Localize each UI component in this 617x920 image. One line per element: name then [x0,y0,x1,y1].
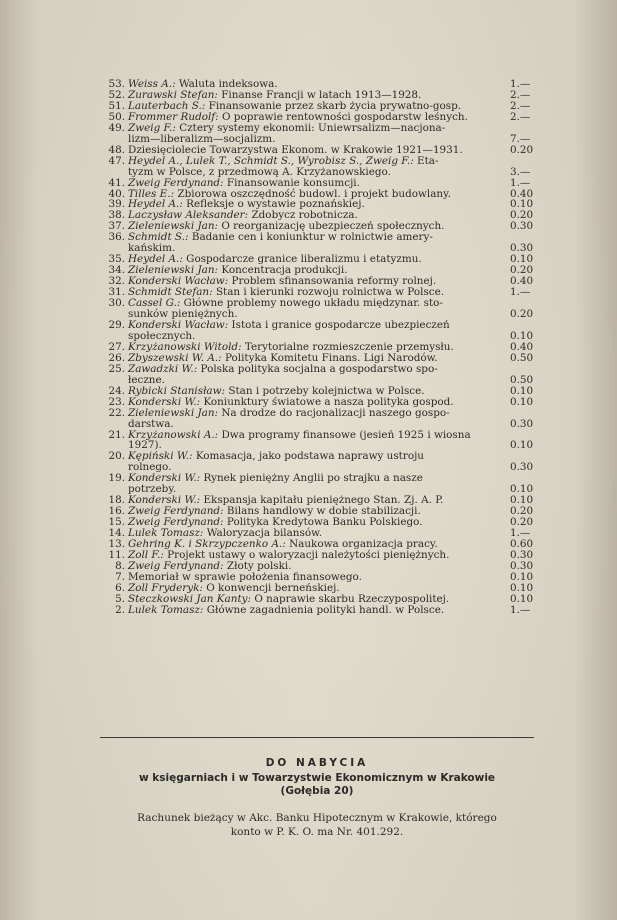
entry-title: Główne problemy nowego układu międzynar. sto- [183,297,443,310]
entry-line [108,364,510,375]
entry-price: 0.30 [510,242,534,255]
entry-title: Komasacja, jako podstawa naprawy ustroju [195,450,424,463]
entry-title-continued: kańskim. [128,242,176,255]
entry-title: Polska polityka socjalna a gospodarstwo spo- [200,362,438,375]
purchase-info [100,757,534,839]
entry-number: 29. [108,318,125,331]
entry-number: 52. [108,88,125,101]
entry-number: 38. [108,209,125,222]
entry-author: Zbyszewski W. A.: [128,351,222,364]
entry-author: Steczkowski Jan Kanty: [128,592,251,605]
entry-author: Zoll Fryderyk: [128,581,203,594]
publication-list [108,79,536,616]
entry-number: 32. [108,275,125,288]
entry-author: Heydel A.: [128,253,183,266]
entry-text [108,123,510,145]
entry-price: 0.30 [510,417,534,430]
entry-text [108,298,510,320]
entry-text [108,320,510,342]
entry-price: 0.10 [510,592,534,605]
footer-account-line: konto w P. K. O. ma Nr. 401.292. [230,826,404,838]
entry-text [108,605,510,616]
entry-number: 13. [108,538,125,551]
entry-author: Frommer Rudolf: [128,110,219,123]
entry-title: Złoty polski. [226,559,292,572]
entry-author: Weiss A.: [128,78,176,90]
entry-number: 11. [108,548,125,561]
entry-title-continued: sunków pieniężnych. [128,308,238,321]
entry-price: 0.40 [510,275,534,288]
entry-price: 0.10 [510,439,534,452]
entry-number: 14. [108,527,125,540]
entry-number: 51. [108,99,125,112]
entry-author: Konderski W.: [128,472,201,485]
footer-bank-line: Rachunek bieżący w Akc. Banku Hipotecznym w Krakowie, którego [137,812,497,824]
entry-title: Bilans handlowy w dobie stabilizacji. [226,505,421,518]
entry-price: 0.20 [510,505,534,518]
entry-title: O poprawie rentowności gospodarstw leśnych. [221,110,468,123]
entry-author: Konderski Wacław: [128,318,229,331]
entry-number: 41. [108,176,125,189]
entry-number: 18. [108,494,125,507]
list-item [108,364,536,386]
entry-title: Problem sfinansowania reformy rolnej. [231,275,437,288]
entry-number: 27. [108,340,125,353]
entry-price: 0.50 [510,373,534,386]
entry-author: Zieleniewski Jan: [128,264,219,277]
entry-title: Polityka Kredytowa Banku Polskiego. [226,516,423,529]
entry-title: Dwa programy finansowe (jesień 1925 i wiosna [221,428,471,441]
entry-author: Zoll F.: [128,548,164,561]
entry-text [108,364,510,386]
entry-title: Główne zagadnienia polityki handl. w Polsce. [206,603,445,616]
entry-number: 8. [115,559,125,572]
entry-number: 36. [108,231,125,244]
list-item [108,451,536,473]
entry-price: 2.— [510,88,531,101]
entry-title: Gospodarcze granice liberalizmu i etatyzmu. [186,253,422,266]
entry-number: 35. [108,253,125,266]
entry-author: Schmidt Stefan: [128,286,213,299]
entry-number: 16. [108,505,125,518]
entry-title: Memoriał w sprawie położenia finansowego. [128,570,362,583]
entry-author: Zieleniewski Jan: [128,220,219,233]
entry-text [108,451,510,473]
entry-number: 37. [108,220,125,233]
entry-author: Kępiński W.: [128,450,193,463]
entry-number: 2. [115,603,125,616]
entry-number: 22. [108,406,125,419]
entry-author: Konderski W.: [128,494,201,507]
entry-title-continued: łeczne. [128,373,165,386]
entry-title-continued: tyzm w Polsce, z przedmową A. Krzyżanowskiego. [128,165,391,178]
entry-number: 7. [115,570,125,583]
entry-price: 0.40 [510,340,534,353]
entry-price: 0.30 [510,548,534,561]
entry-price: 2.— [510,110,531,123]
entry-title: Zdobycz robotnicza. [251,209,358,222]
entry-price: 0.50 [510,351,534,364]
entry-title: O konwencji berneńskiej. [206,581,340,594]
entry-author: Zweig F.: [128,121,176,134]
entry-number: 26. [108,351,125,364]
entry-number: 31. [108,286,125,299]
entry-price: 0.10 [510,253,534,266]
entry-author: Schmidt S.: [128,231,189,244]
entry-line [108,605,510,616]
entry-number: 47. [108,154,125,167]
entry-title: Zbiorowa oszczędność budowl. i projekt budowlany. [177,187,451,200]
entry-author: Lauterbach S.: [128,99,206,112]
entry-price: 0.20 [510,516,534,529]
entry-price: 0.10 [510,483,534,496]
list-item [108,473,536,495]
entry-price: 0.60 [510,538,534,551]
entry-number: 21. [108,428,125,441]
entry-title: Projekt ustawy o waloryzacji należytości pieniężnych. [167,548,450,561]
entry-price: 0.10 [510,570,534,583]
entry-price: 0.10 [510,395,534,408]
entry-price: 1.— [510,78,531,90]
entry-title: Finansowanie konsumcji. [226,176,360,189]
entry-author: Zurawski Stefan: [128,88,218,101]
entry-price: 0.10 [510,581,534,594]
entry-title: Dziesięciolecie Towarzystwa Ekonom. w Krakowie 1921—1931. [128,143,463,156]
entry-number: 50. [108,110,125,123]
entry-text [108,156,510,178]
entry-price: 1.— [510,176,531,189]
entry-author: Zawadzki W.: [128,362,198,375]
list-item [108,156,536,178]
entry-price: 0.30 [510,559,534,572]
entry-price: 0.20 [510,264,534,277]
entry-author: Zieleniewski Jan: [128,406,219,419]
entry-price: 0.40 [510,187,534,200]
entry-text [108,473,510,495]
entry-author: Heydel A.: [128,198,183,211]
list-item [108,123,536,145]
entry-number: 24. [108,384,125,397]
entry-price: 0.10 [510,494,534,507]
entry-author: Rybicki Stanisław: [128,384,226,397]
entry-author: Gehring K. i Skrzypczenko A.: [128,538,286,551]
entry-author: Konderski Wacław: [128,275,229,288]
entry-title: Stan i kierunki rozwoju rolnictwa w Polsce. [215,286,445,299]
entry-title: Waloryzacja bilansów. [206,527,323,540]
entry-author: Cassel G.: [128,297,181,310]
entry-author: Tilles E.: [128,187,175,200]
footer-bookshops-line: w księgarniach i w Towarzystwie Ekonomicznym w Krakowie [138,772,496,784]
entry-number: 53. [108,78,125,90]
list-item [108,320,536,342]
list-item [108,298,536,320]
entry-author: Laczysław Aleksander: [128,209,249,222]
entry-line [108,430,510,441]
entry-price: 1.— [510,603,531,616]
entry-line [108,156,510,167]
entry-title: Finanse Francji w latach 1913—1928. [221,88,422,101]
entry-line [108,408,510,419]
footer-bank-account [100,811,534,839]
entry-number: 20. [108,450,125,463]
list-item [108,232,536,254]
entry-title: Koncentracja produkcji. [221,264,348,277]
entry-author: Lulek Tomasz: [128,527,204,540]
entry-title: Istota i granice gospodarcze ubezpieczeń [231,318,450,331]
entry-number: 34. [108,264,125,277]
entry-title: Rynek pieniężny Anglii po strajku a nasze [203,472,423,485]
entry-author: Zweig Ferdynand: [128,505,224,518]
entry-title: Eta- [417,154,439,167]
entry-title: Naukowa organizacja pracy. [289,538,438,551]
entry-title: O reorganizację ubezpieczeń społecznych. [221,220,445,233]
entry-price: 0.30 [510,220,534,233]
entry-price: 0.20 [510,143,534,156]
list-item [108,605,536,616]
entry-title: Cztery systemy ekonomii: Uniewrsalizm—nacjona- [179,121,446,134]
entry-author: Heydel A., Lulek T., Schmidt S., Wyrobisz S., Zweig F.: [128,154,414,167]
entry-price: 0.10 [510,198,534,211]
entry-price: 0.10 [510,329,534,342]
entry-text [108,408,510,430]
entry-price: 0.20 [510,209,534,222]
entry-title: Terytorialne rozmieszczenie przemysłu. [244,340,454,353]
entry-price: 0.20 [510,308,534,321]
entry-number: 39. [108,198,125,211]
entry-author: Krzyżanowski Witold: [128,340,242,353]
entry-number: 6. [115,581,125,594]
entry-text [108,430,510,452]
entry-author: Lulek Tomasz: [128,603,204,616]
divider-rule [100,737,534,738]
entry-number: 25. [108,362,125,375]
entry-author: Zweig Ferdynand: [128,516,224,529]
entry-title-continued: lizm—liberalizm—socjalizm. [128,132,276,145]
entry-price: 3.— [510,165,531,178]
entry-title: Finansowanie przez skarb życia prywatno-gosp. [208,99,462,112]
entry-number: 48. [108,143,125,156]
entry-price: 2.— [510,99,531,112]
entry-author: Zweig Ferdynand: [128,559,224,572]
footer-heading: DO NABYCIA [265,757,369,769]
entry-price: 0.10 [510,384,534,397]
entry-number: 49. [108,121,125,134]
entry-price: 1.— [510,527,531,540]
entry-title: Koniunktury światowe a nasza polityka gospod. [203,395,454,408]
entry-title: Polityka Komitetu Finans. Ligi Narodów. [224,351,438,364]
entry-author: Krzyżanowski A.: [128,428,219,441]
entry-title: Ekspansja kapitału pieniężnego Stan. Zj. A. P. [203,494,444,507]
entry-text [108,232,510,254]
entry-title-continued: potrzeby. [128,483,177,496]
footer-address: (Gołębia 20) [280,785,354,797]
entry-title-continued: społecznych. [128,329,196,342]
entry-title: Waluta indeksowa. [178,78,278,90]
entry-title: O naprawie skarbu Rzeczypospolitej. [254,592,450,605]
entry-price: 7.— [510,132,531,145]
entry-number: 15. [108,516,125,529]
entry-author: Zweig Ferdynand: [128,176,224,189]
entry-price: 1.— [510,286,531,299]
entry-number: 19. [108,472,125,485]
entry-title: Na drodze do racjonalizacji naszego gospo- [221,406,450,419]
entry-number: 5. [115,592,125,605]
list-item [108,408,536,430]
entry-title: Badanie cen i koniunktur w rolnictwie amery- [191,231,433,244]
entry-title-continued: 1927). [128,439,162,452]
entry-title: Refleksje o wystawie poznańskiej. [186,198,365,211]
entry-title-continued: rolnego. [128,461,172,474]
list-item [108,430,536,452]
entry-number: 40. [108,187,125,200]
entry-price: 0.30 [510,461,534,474]
entry-title-continued: darstwa. [128,417,174,430]
entry-title: Stan i potrzeby kolejnictwa w Polsce. [228,384,425,397]
entry-author: Konderski W.: [128,395,201,408]
entry-number: 23. [108,395,125,408]
entry-number: 30. [108,297,125,310]
